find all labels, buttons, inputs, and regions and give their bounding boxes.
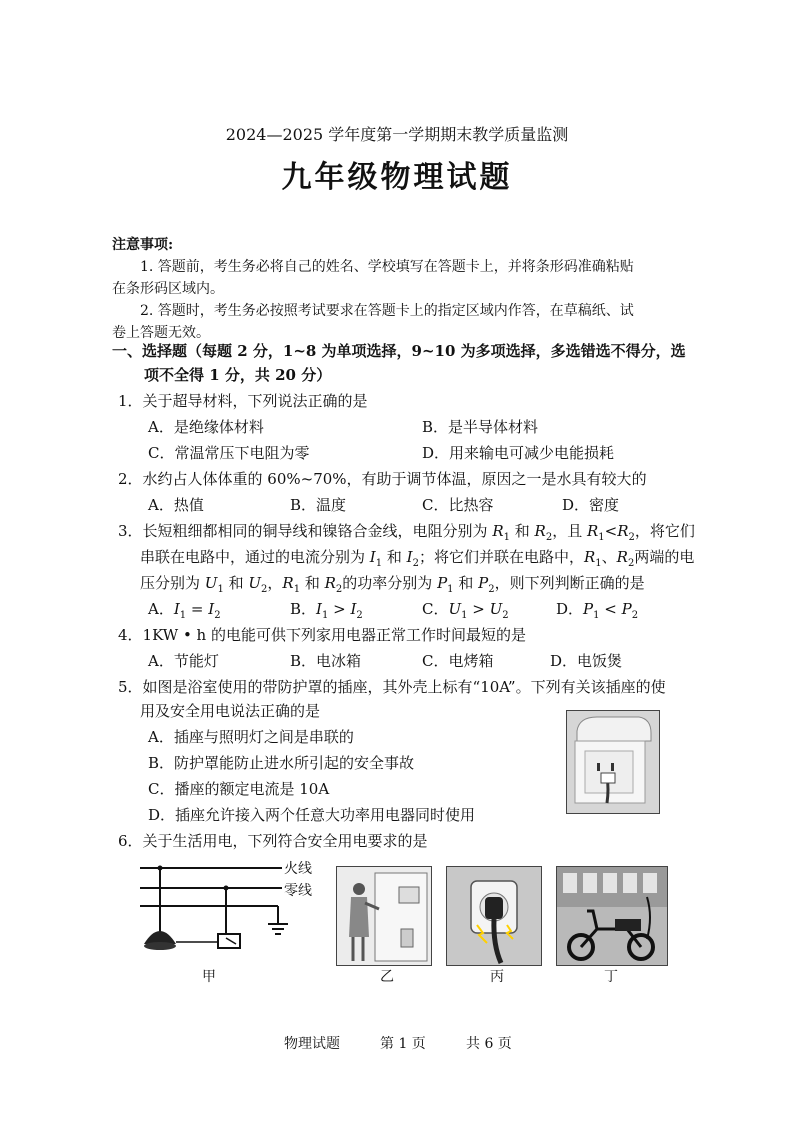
q6-stem: 6．关于生活用电，下列符合安全用电要求的是 bbox=[118, 832, 428, 850]
q1-option-b: B．是半导体材料 bbox=[422, 418, 539, 436]
q3-option-b: B．$I_1 > I_2$ bbox=[290, 600, 363, 621]
q5-stem-line-2: 用及安全用电说法正确的是 bbox=[140, 702, 321, 720]
q2-stem: 2．水约占人体体重的 60%~70%，有助于调节体温，原因之一是水具有较大的 bbox=[118, 470, 647, 488]
q3-option-d: D．$P_1 < P_2$ bbox=[556, 600, 639, 621]
q5-socket-photo bbox=[566, 710, 660, 814]
q2-option-c: C．比热容 bbox=[422, 496, 494, 514]
q2-option-b: B．温度 bbox=[290, 496, 347, 514]
q3-option-a: A．$I_1 = I_2$ bbox=[148, 600, 221, 621]
switch-box bbox=[218, 934, 240, 948]
q3-line-3: 压分别为 $U_1$ 和 $U_2$，$R_1$ 和 $R_2$的功率分别为 $P_1$ 和 $P_2$，则下列判断正确的是 bbox=[140, 574, 645, 595]
q1-stem: 1．关于超导材料，下列说法正确的是 bbox=[118, 392, 368, 410]
q3-line-1: 3．长短粗细都相同的铜导线和镍铬合金线，电阻分别为 $R_1$ 和 $R_2$，且 $R_1<R_2$，将它们 bbox=[118, 522, 695, 543]
live-wire-label: 火线 bbox=[284, 861, 312, 877]
q1-option-d: D．用来输电可减少电能损耗 bbox=[422, 444, 615, 462]
q6-figure-yi-photo bbox=[336, 866, 432, 966]
exam-title: 九年级物理试题 bbox=[281, 160, 513, 195]
figure-caption-ding: 丁 bbox=[604, 969, 618, 985]
footer-page-number: 第 1 页 bbox=[380, 1036, 426, 1052]
notes-heading: 注意事项: bbox=[112, 237, 174, 253]
q5-option-d: D．插座允许接入两个任意大功率用电器同时使用 bbox=[148, 806, 476, 824]
q3-option-c: C．$U_1 > U_2$ bbox=[422, 600, 509, 621]
note-1-line-1: 1. 答题前，考生务必将自己的姓名、学校填写在答题卡上，并将条形码准确粘贴 bbox=[140, 259, 634, 275]
q5-option-c: C．播座的额定电流是 10A bbox=[148, 780, 330, 798]
q4-option-a: A．节能灯 bbox=[148, 652, 219, 670]
note-1-line-2: 在条形码区域内。 bbox=[112, 281, 224, 297]
q2-option-d: D．密度 bbox=[562, 496, 620, 514]
q4-option-b: B．电冰箱 bbox=[290, 652, 362, 670]
note-2-line-2: 卷上答题无效。 bbox=[112, 325, 210, 341]
q1-option-c: C．常温常压下电阻为零 bbox=[148, 444, 310, 462]
q6-figure-ding-photo bbox=[556, 866, 668, 966]
q3-line-2: 串联在电路中，通过的电流分别为 $I_1$ 和 $I_2$；将它们并联在电路中，$R_1$、$R_2$两端的电 bbox=[140, 548, 695, 569]
q2-option-a: A．热值 bbox=[148, 496, 204, 514]
q5-option-b: B．防护罩能防止进水所引起的安全事故 bbox=[148, 754, 415, 772]
q5-stem-line-1: 5．如图是浴室使用的带防护罩的插座，其外壳上标有“10A”。下列有关该插座的使 bbox=[118, 678, 666, 696]
section-1-line-1: 一、选择题（每题 2 分，1~8 为单项选择，9~10 为多项选择，多选错选不得分，选 bbox=[112, 342, 686, 360]
footer-subject: 物理试题 bbox=[284, 1036, 340, 1052]
note-2-line-1: 2. 答题时，考生务必按照考试要求在答题卡上的指定区域内作答，在草稿纸、试 bbox=[140, 303, 634, 319]
q6-figure-bing-photo bbox=[446, 866, 542, 966]
q5-option-a: A．插座与照明灯之间是串联的 bbox=[148, 728, 354, 746]
figure-caption-yi: 乙 bbox=[380, 969, 394, 985]
q4-option-d: D．电饭煲 bbox=[550, 652, 623, 670]
section-1-line-2: 项不全得 1 分，共 20 分） bbox=[144, 366, 332, 384]
neutral-wire-label: 零线 bbox=[284, 883, 312, 899]
figure-caption-bing: 丙 bbox=[490, 969, 504, 985]
figure-caption-jia: 甲 bbox=[202, 969, 216, 985]
q4-option-c: C．电烤箱 bbox=[422, 652, 494, 670]
footer-total-pages: 共 6 页 bbox=[466, 1036, 512, 1052]
exam-supertitle: 2024—2025 学年度第一学期期末教学质量监测 bbox=[225, 125, 569, 144]
q1-option-a: A．是绝缘体材料 bbox=[148, 418, 264, 436]
q4-stem: 4．1KW • h 的电能可供下列家用电器正常工作时间最短的是 bbox=[118, 626, 526, 644]
